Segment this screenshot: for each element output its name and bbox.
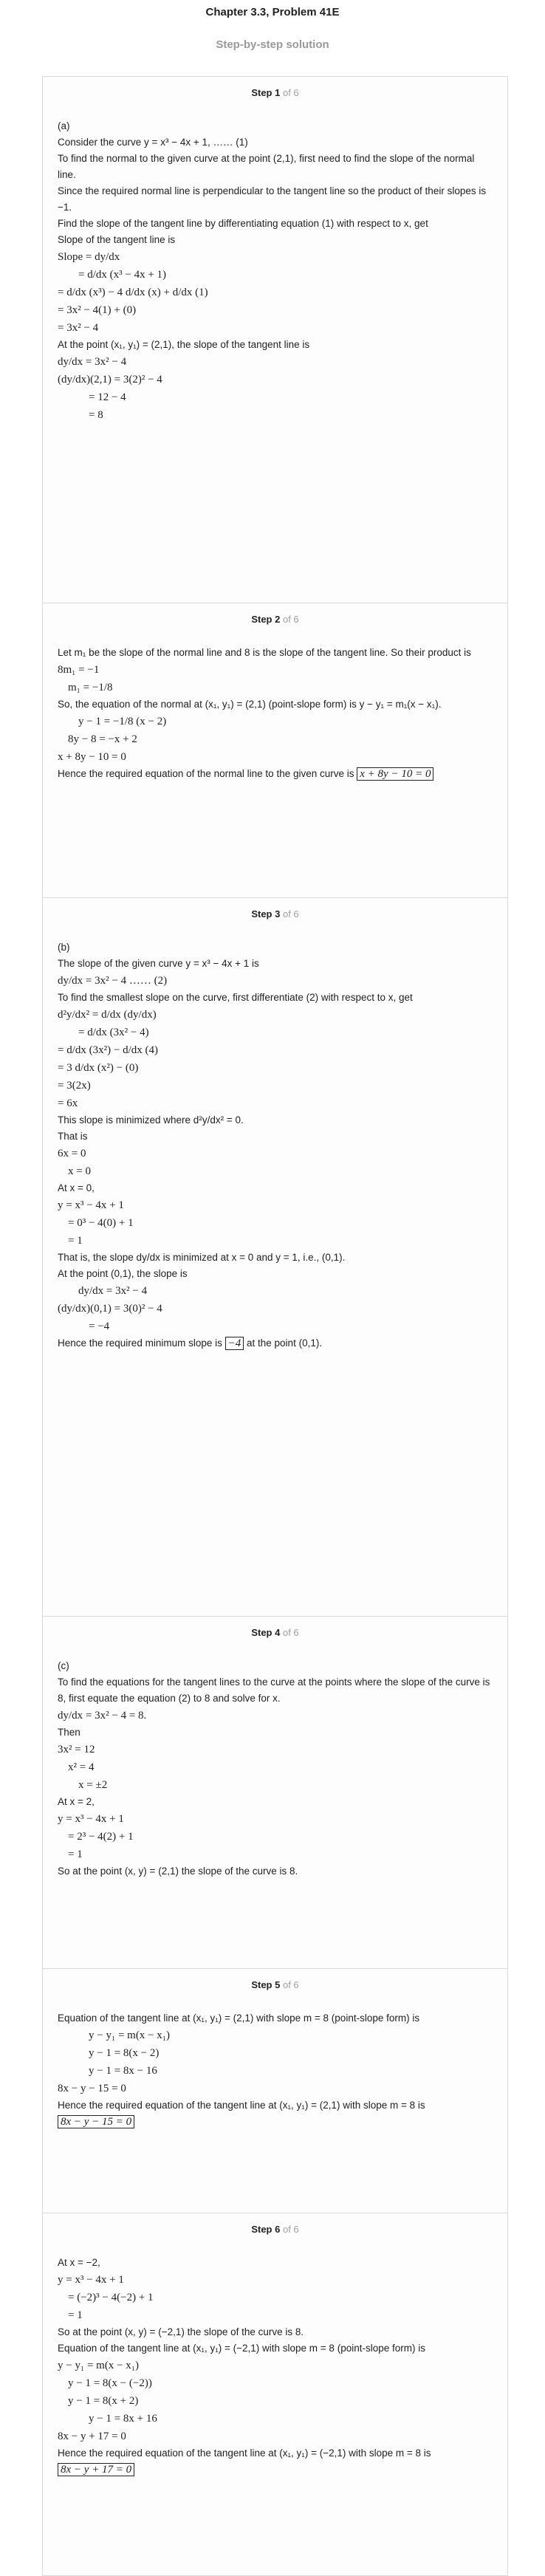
math-line: y = x³ − 4x + 1 [58,1813,124,1825]
step-6-header [43,2213,507,2238]
text-line: To find the smallest slope on the curve, first differentiate (2) with respect to x, get [58,992,413,1003]
math-line: 8x − y + 17 = 0 [58,2431,126,2442]
math-line: = 2³ − 4(2) + 1 [68,1831,134,1843]
math-line: = 6x [58,1097,78,1109]
math-line: = 0³ − 4(0) + 1 [68,1217,134,1229]
text-line: That is [58,1131,88,1142]
conclusion-text: Hence the required equation of the normal line to the given curve is [58,768,354,779]
text-line: At x = −2, [58,2257,100,2268]
math-line: = −4 [89,1320,110,1332]
text-line: To find the normal to the given curve at the point (2,1), first need to find the slope of the normal line. [58,153,475,180]
step-1 [42,76,508,603]
step-4-label: Step 4 [251,1627,281,1638]
math-line: y − 1 = −1/8 (x − 2) [78,716,167,727]
text-line: To find the equations for the tangent lines to the curve at the points where the slope of the curve is 8, first equate the equation (2) to 8 and solve for x. [58,1676,490,1704]
step-2-label: Step 2 [251,614,281,625]
conclusion-text: Hence the required minimum slope is [58,1337,222,1349]
page-title: Chapter 3.3, Problem 41E [205,6,340,18]
text-line: Since the required normal line is perpendicular to the tangent line so the product of their slopes is −1. [58,185,487,213]
text-line: Then [58,1727,80,1738]
text-line: Consider the curve y = x³ − 4x + 1, …… (1) [58,137,248,148]
step-3-count: of 6 [282,908,299,919]
step-3-header [43,898,507,923]
answer-box: −4 [225,1337,244,1350]
answer-line [58,2462,493,2478]
math-line: 6x = 0 [58,1148,86,1159]
math-line: = 3(2x) [58,1080,91,1092]
math-line: = d/dx (3x² − 4) [78,1027,149,1038]
math-line: (dy/dx)(0,1) = 3(0)² − 4 [58,1303,162,1315]
answer-line [58,2114,493,2130]
math-line: (dy/dx)(2,1) = 3(2)² − 4 [58,374,162,386]
math-line: = d/dx (x³) − 4 d/dx (x) + d/dx (1) [58,287,208,298]
text-line: Equation of the tangent line at (x₁, y₁) = (2,1) with slope m = 8 (point-slope form) is [58,2012,420,2024]
math-line: y − 1 = 8x − 16 [89,2065,157,2077]
math-line: = (−2)³ − 4(−2) + 1 [68,2292,154,2303]
text-line: Let m₁ be the slope of the normal line and 8 is the slope of the tangent line. So their product is [58,647,471,658]
text-line: So at the point (x, y) = (−2,1) the slope of the curve is 8. [58,2326,304,2337]
math-line: y − y₁ = m(x − x₁) [58,2360,139,2371]
math-line: y − 1 = 8x + 16 [89,2413,157,2425]
step-3-label: Step 3 [251,908,281,919]
math-line: 8x − y − 15 = 0 [58,2083,126,2094]
math-line: = 3x² − 4 [58,322,99,334]
math-line: x = 0 [68,1165,91,1177]
step-1-count: of 6 [282,87,299,98]
step-6-label: Step 6 [251,2224,281,2235]
answer-box: 8x − y − 15 = 0 [58,2115,134,2128]
text-line: Hence the required equation of the tangent line at (x₁, y₁) = (−2,1) with slope m = 8 is [58,2447,431,2459]
step-2-count: of 6 [282,614,299,625]
step-4-header [43,1617,507,1642]
math-line: m₁ = −1/8 [68,682,113,693]
text-line: At the point (x₁, y₁) = (2,1), the slope of the tangent line is [58,339,310,350]
math-line: x + 8y − 10 = 0 [58,751,126,763]
math-line: y − 1 = 8(x − (−2)) [68,2377,152,2389]
math-line: 3x² = 12 [58,1744,95,1755]
text-line: Slope of the tangent line is [58,234,176,245]
text-line: So, the equation of the normal at (x₁, y₁) = (2,1) (point-slope form) is y − y₁ = m₁(x − x₁). [58,699,442,710]
steps-container [42,76,508,2576]
step-4 [42,1617,508,1969]
math-line: 8m₁ = −1 [58,664,100,676]
step-5 [42,1969,508,2213]
step-6-count: of 6 [282,2224,299,2235]
text-line: Equation of the tangent line at (x₁, y₁) = (−2,1) with slope m = 8 (point-slope form) is [58,2343,425,2354]
math-line: Slope = dy/dx [58,251,120,263]
math-line: y = x³ − 4x + 1 [58,1199,124,1211]
math-line: d²y/dx² = d/dx (dy/dx) [58,1009,157,1021]
conclusion-line [58,766,493,782]
text-line: At x = 2, [58,1796,95,1807]
conclusion-tail: at the point (0,1). [247,1337,323,1349]
text-line: The slope of the given curve y = x³ − 4x + 1 is [58,958,259,969]
math-line: = 1 [68,1849,83,1860]
step-1-label: Step 1 [251,87,281,98]
part-label: (a) [58,120,70,131]
math-line: dy/dx = 3x² − 4 …… (2) [58,975,168,987]
text-line: At the point (0,1), the slope is [58,1268,188,1279]
conclusion-line [58,1335,493,1352]
step-3 [42,898,508,1617]
math-line: = 1 [68,1235,83,1247]
part-label: (b) [58,942,70,953]
step-4-count: of 6 [282,1627,299,1638]
step-5-count: of 6 [282,1979,299,1990]
step-1-header [43,77,507,102]
text-line: Find the slope of the tangent line by differentiating equation (1) with respect to x, get [58,218,428,229]
math-line: dy/dx = 3x² − 4 [78,1285,148,1297]
math-line: y − y₁ = m(x − x₁) [89,2029,170,2041]
math-line: x² = 4 [68,1761,95,1773]
math-line: x = ±2 [78,1779,108,1791]
step-2 [42,603,508,898]
math-line: dy/dx = 3x² − 4 = 8. [58,1710,147,1722]
math-line: = 3 d/dx (x²) − (0) [58,1062,139,1074]
step-5-label: Step 5 [251,1979,281,1990]
math-line: y − 1 = 8(x − 2) [89,2047,160,2059]
math-line: = 8 [89,409,103,421]
page-subtitle: Step-by-step solution [216,38,329,51]
math-line: = 1 [68,2309,83,2321]
step-6 [42,2213,508,2576]
math-line: y − 1 = 8(x + 2) [68,2395,139,2407]
text-line: Hence the required equation of the tangent line at (x₁, y₁) = (2,1) with slope m = 8 is [58,2100,425,2111]
step-5-header [43,1969,507,1994]
step-2-header [43,603,507,628]
text-line: So at the point (x, y) = (2,1) the slope of the curve is 8. [58,1866,298,1877]
math-line: = d/dx (3x²) − d/dx (4) [58,1044,158,1056]
math-line: = d/dx (x³ − 4x + 1) [78,269,167,281]
text-line: At x = 0, [58,1182,95,1193]
text-line: That is, the slope dy/dx is minimized at x = 0 and y = 1, i.e., (0,1). [58,1252,346,1263]
math-line: 8y − 8 = −x + 2 [68,733,137,745]
math-line: y = x³ − 4x + 1 [58,2274,124,2286]
part-label: (c) [58,1660,69,1671]
text-line: This slope is minimized where d²y/dx² = 0. [58,1114,244,1126]
answer-box: 8x − y + 17 = 0 [58,2463,134,2476]
answer-box: x + 8y − 10 = 0 [357,767,433,781]
math-line: = 12 − 4 [89,391,126,403]
math-line: = 3x² − 4(1) + (0) [58,304,137,316]
math-line: dy/dx = 3x² − 4 [58,356,127,368]
